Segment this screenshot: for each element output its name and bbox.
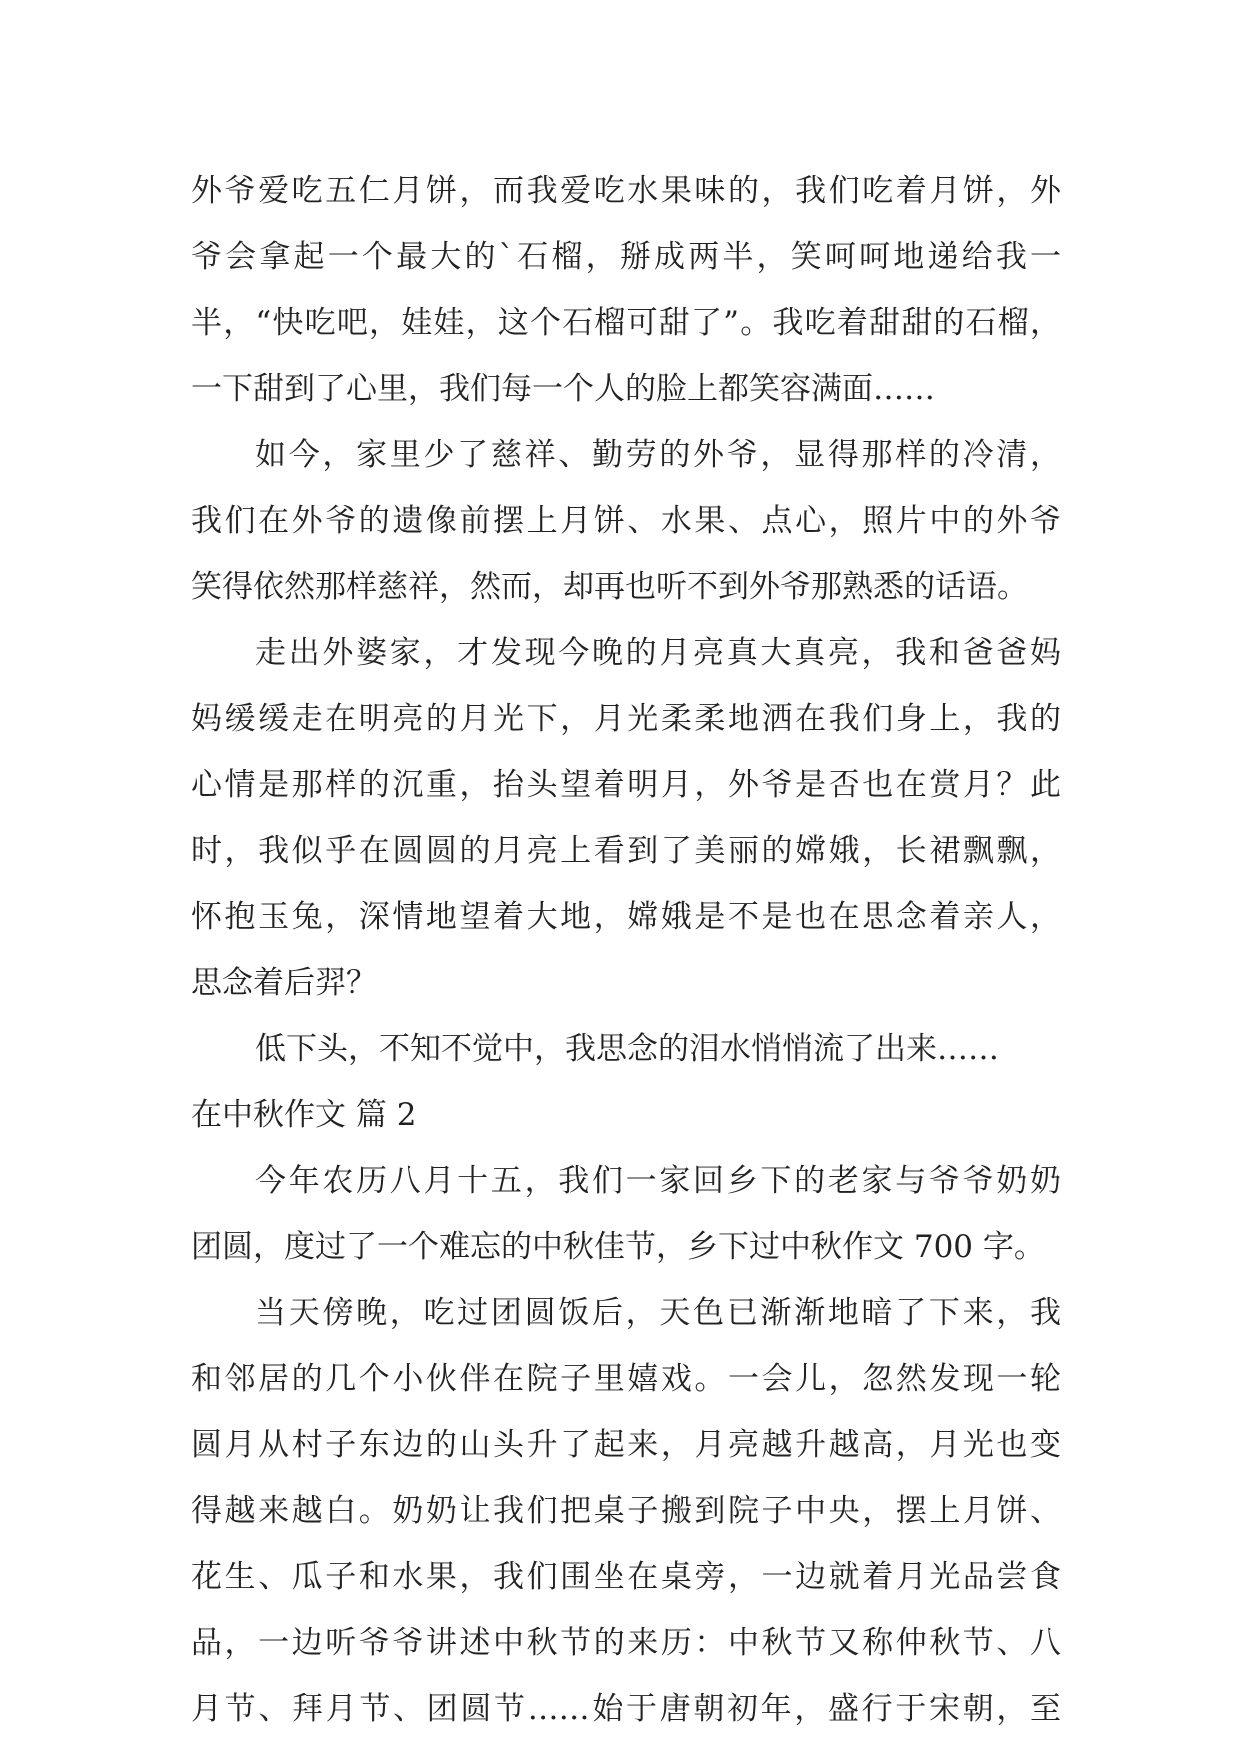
paragraph-first-line: 今年农历八月十五，我们一家回乡下的老家与爷爷奶奶 [255,1163,1061,1199]
essay-body [191,158,1061,1742]
text-line: 时，我似乎在圆圆的月亮上看到了美丽的嫦娥，长裙飘飘， [191,833,1061,869]
text-line: 心情是那样的沉重，抬头望着明月，外爷是否也在赏月？此 [191,767,1061,803]
paragraph-first-line: 走出外婆家，才发现今晚的月亮真大真亮，我和爸爸妈 [255,635,1061,671]
text-line: 和邻居的几个小伙伴在院子里嬉戏。一会儿，忽然发现一轮 [191,1361,1061,1397]
text-line: 爷会拿起一个最大的`石榴，掰成两半，笑呵呵地递给我一 [191,239,1061,275]
text-line: 品，一边听爷爷讲述中秋节的来历：中秋节又称仲秋节、八 [191,1625,1061,1661]
text-line: 团圆，度过了一个难忘的中秋佳节，乡下过中秋作文 700 字。 [191,1229,1045,1265]
text-line: 花生、瓜子和水果，我们围坐在桌旁，一边就着月光品尝食 [191,1559,1061,1595]
paragraph-first-line: 如今，家里少了慈祥、勤劳的外爷，显得那样的冷清， [255,437,1061,473]
text-line: 我们在外爷的遗像前摆上月饼、水果、点心，照片中的外爷 [191,503,1061,539]
text-line: 怀抱玉兔，深情地望着大地，嫦娥是不是也在思念着亲人， [191,899,1061,935]
text-line: 妈缓缓走在明亮的月光下，月光柔柔地洒在我们身上，我的 [191,701,1061,737]
text-line: 圆月从村子东边的山头升了起来，月亮越升越高，月光也变 [191,1427,1061,1463]
paragraph-first-line: 当天傍晚，吃过团圆饭后，天色已渐渐地暗了下来，我 [255,1295,1061,1331]
text-line: 笑得依然那样慈祥，然而，却再也听不到外爷那熟悉的话语。 [191,569,1028,605]
text-line: 得越来越白。奶奶让我们把桌子搬到院子中央，摆上月饼、 [191,1493,1061,1529]
text-line: 思念着后羿？ [191,965,377,1001]
text-line: 月节、拜月节、团圆节……始于唐朝初年，盛行于宋朝，至 [191,1691,1061,1727]
paragraph-first-line: 低下头，不知不觉中，我思念的泪水悄悄流了出来…… [255,1031,999,1067]
text-line: 外爷爱吃五仁月饼，而我爱吃水果味的，我们吃着月饼，外 [191,173,1061,209]
section-heading: 在中秋作文 篇 2 [191,1097,417,1133]
text-line: 半，“快吃吧，娃娃，这个石榴可甜了”。我吃着甜甜的石榴， [191,305,1061,341]
text-line: 一下甜到了心里，我们每一个人的脸上都笑容满面…… [191,371,935,407]
